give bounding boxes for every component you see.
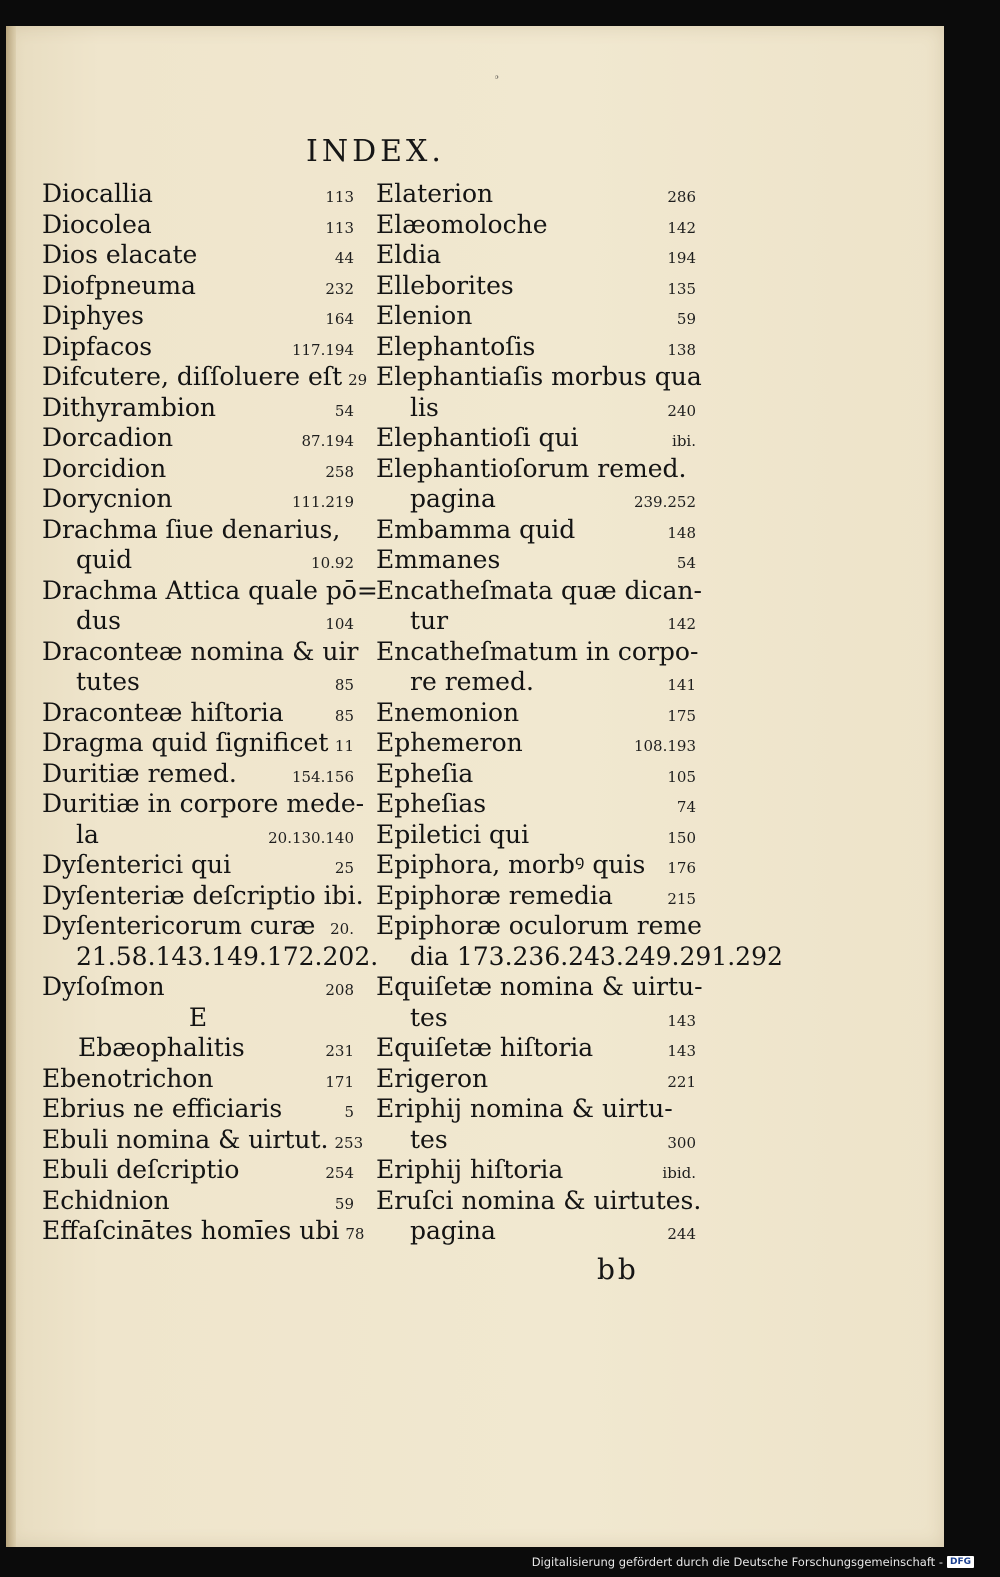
- index-entry: [42, 820, 354, 851]
- entry-term: Effaſcinātes homīes ubi: [42, 1216, 340, 1245]
- entry-term: Dorcidion: [42, 453, 167, 483]
- index-entry: [42, 179, 354, 210]
- entry-term: Erigeron: [376, 1063, 489, 1093]
- entry-term: tutes: [76, 667, 140, 696]
- entry-term: Dithyrambion: [42, 392, 217, 422]
- index-entry: [376, 1125, 696, 1156]
- index-entry: [376, 454, 696, 485]
- entry-page-ref: 253: [334, 1133, 364, 1152]
- index-entry: [42, 789, 365, 820]
- entry-page-ref: 20.: [330, 920, 354, 938]
- index-entry: [376, 941, 783, 973]
- entry-term: E: [188, 1002, 208, 1032]
- entry-page-ref: 29: [348, 371, 368, 389]
- entry-page-ref: 239.252: [633, 493, 696, 511]
- entry-term: Embamma quid: [376, 514, 576, 544]
- entry-page-ref: 148: [667, 523, 696, 542]
- index-entry: [376, 881, 696, 912]
- entry-term: pagina: [410, 1216, 496, 1245]
- index-entry: [42, 575, 378, 607]
- entry-page-ref: 59: [676, 310, 696, 328]
- index-entry: [376, 240, 696, 271]
- index-entry: [376, 210, 696, 241]
- index-entry: [376, 820, 696, 851]
- entry-page-ref: 10.92: [311, 554, 354, 572]
- index-entry: [376, 606, 696, 637]
- entry-term: lis: [410, 392, 439, 422]
- entry-term: Elephantioſi qui: [376, 423, 579, 452]
- dfg-logo-icon: DFG: [947, 1556, 974, 1568]
- entry-term: Dyſentericorum curæ: [42, 911, 316, 940]
- index-column-left: [42, 179, 379, 1247]
- entry-term: Diocolea: [42, 209, 152, 239]
- entry-term: Elephantiaſis morbus qua: [376, 362, 702, 391]
- index-entry: [376, 1216, 696, 1247]
- index-entry: [376, 362, 702, 393]
- index-entry: [42, 667, 354, 698]
- index-entry: [376, 271, 696, 302]
- entry-page-ref: 258: [325, 462, 354, 481]
- entry-term: Epheſia: [376, 758, 474, 788]
- entry-term: Elaterion: [376, 179, 494, 208]
- entry-page-ref: 164: [325, 310, 354, 328]
- entry-term: Ebrius ne efficiaris: [42, 1094, 283, 1123]
- entry-page-ref: 254: [325, 1164, 354, 1182]
- index-entry: [376, 515, 696, 546]
- index-entry: [376, 423, 696, 454]
- index-entry: [42, 210, 354, 241]
- entry-term: Eriphij hiſtoria: [376, 1155, 564, 1184]
- index-entry: [42, 1064, 354, 1095]
- index-column-right: [376, 179, 783, 1247]
- index-entry: [42, 1094, 354, 1125]
- section-letter: [42, 1003, 354, 1034]
- entry-term: Draconteæ hiſtoria: [42, 697, 284, 727]
- entry-page-ref: 143: [667, 1042, 696, 1060]
- entry-page-ref: 113: [325, 188, 354, 206]
- entry-page-ref: 175: [667, 706, 696, 725]
- entry-term: Eriphij nomina & uirtu-: [376, 1094, 673, 1123]
- entry-term: Dyſenterici qui: [42, 850, 232, 879]
- index-entry: [376, 636, 699, 668]
- entry-term: 21.58.143.149.172.202.: [76, 941, 379, 971]
- entry-term: Drachma ſiue denarius,: [42, 514, 341, 544]
- index-entry: [376, 179, 696, 210]
- index-entry: [42, 362, 368, 393]
- entry-page-ref: 20.130.140: [268, 828, 354, 847]
- entry-page-ref: 150: [667, 828, 696, 847]
- entry-term: re remed.: [410, 667, 534, 696]
- entry-page-ref: 138: [667, 340, 696, 359]
- index-entry: [376, 759, 696, 790]
- entry-term: Ephemeron: [376, 728, 523, 757]
- entry-term: Elenion: [376, 301, 473, 330]
- entry-term: Epiphoræ oculorum reme: [376, 911, 702, 940]
- entry-term: tes: [410, 1124, 448, 1154]
- index-entry: [376, 911, 702, 942]
- index-entry: [376, 1155, 696, 1186]
- index-entry: [42, 393, 354, 424]
- entry-page-ref: 142: [667, 615, 696, 633]
- entry-term: Diphyes: [42, 301, 144, 330]
- entry-term: Eruſci nomina & uirtutes.: [376, 1185, 702, 1215]
- entry-page-ref: 104: [325, 615, 354, 633]
- index-entry: [376, 1033, 696, 1064]
- entry-term: Encatheſmata quæ dican-: [376, 575, 702, 605]
- entry-page-ref: 78: [345, 1225, 365, 1243]
- entry-page-ref: 87.194: [301, 432, 354, 450]
- entry-term: Epheſias: [376, 789, 487, 818]
- index-entry: [42, 972, 354, 1003]
- entry-page-ref: 194: [667, 249, 696, 267]
- entry-page-ref: 221: [667, 1072, 696, 1091]
- entry-term: Echidnion: [42, 1185, 170, 1215]
- index-entry: [376, 332, 696, 363]
- index-entry: [376, 667, 696, 698]
- entry-term: Dorcadion: [42, 423, 174, 452]
- index-entry: [42, 1216, 365, 1247]
- entry-page-ref: 208: [325, 981, 354, 999]
- page-binding-edge: [6, 26, 16, 1547]
- entry-page-ref: 286: [667, 188, 696, 206]
- entry-term: Dipfacos: [42, 331, 153, 361]
- entry-term: Dyſenteriæ deſcriptio ibi.: [42, 880, 364, 910]
- entry-term: tes: [410, 1002, 448, 1032]
- entry-term: Dragma quid ſignificet: [42, 728, 329, 757]
- entry-term: Equiſetæ hiſtoria: [376, 1033, 594, 1062]
- entry-term: Ebuli nomina & uirtut.: [42, 1124, 329, 1154]
- index-entry: [376, 728, 696, 759]
- index-entry: [42, 545, 354, 576]
- footer-text: Digitalisierung gefördert durch die Deutsche Forschungsgemeinschaft -: [531, 1555, 943, 1569]
- entry-page-ref: 300: [667, 1133, 696, 1152]
- entry-page-ref: 44: [334, 249, 354, 267]
- entry-term: dus: [76, 606, 121, 635]
- entry-term: Equiſetæ nomina & uirtu-: [376, 972, 703, 1001]
- index-entry: [42, 1186, 354, 1217]
- entry-term: Duritiæ in corpore mede-: [42, 789, 365, 818]
- entry-page-ref: 85: [334, 676, 354, 694]
- book-page: [6, 26, 944, 1547]
- entry-page-ref: 135: [667, 279, 696, 298]
- entry-page-ref: 244: [667, 1225, 696, 1243]
- entry-term: Drachma Attica quale pō=: [42, 575, 378, 605]
- index-entry: [376, 850, 696, 881]
- entry-page-ref: 59: [334, 1194, 354, 1213]
- entry-page-ref: 54: [676, 554, 696, 572]
- entry-page-ref: 25: [334, 859, 354, 877]
- entry-term: Dyſoſmon: [42, 972, 165, 1001]
- index-entry: [42, 911, 354, 942]
- entry-page-ref: 171: [325, 1072, 354, 1091]
- index-entry: [376, 575, 702, 607]
- entry-page-ref: 176: [667, 859, 696, 877]
- index-entry: [42, 454, 354, 485]
- entry-page-ref: 54: [334, 401, 354, 420]
- entry-page-ref: 142: [667, 218, 696, 237]
- entry-term: pagina: [410, 484, 496, 513]
- index-entry: [42, 880, 364, 912]
- entry-term: Dorycnion: [42, 484, 173, 513]
- index-entry: [376, 972, 703, 1003]
- entry-term: quid: [76, 545, 133, 574]
- entry-term: Epiletici qui: [376, 819, 530, 849]
- index-entry: [376, 698, 696, 729]
- entry-term: Duritiæ remed.: [42, 758, 237, 788]
- index-entry: [376, 393, 696, 424]
- index-entry: [376, 789, 696, 820]
- index-entry: [42, 301, 354, 332]
- index-entry: [42, 1033, 354, 1064]
- entry-term: Elephantioſorum remed.: [376, 453, 687, 483]
- signature-mark: bb: [597, 1253, 639, 1286]
- index-entry: [376, 1003, 696, 1034]
- index-entry: [42, 1155, 354, 1186]
- index-entry: [42, 240, 354, 271]
- entry-term: Dios elacate: [42, 240, 198, 269]
- entry-term: Eldia: [376, 240, 442, 269]
- entry-page-ref: 231: [325, 1042, 354, 1060]
- index-entry: [42, 850, 354, 881]
- entry-term: Elæomoloche: [376, 209, 548, 239]
- index-entry: [376, 1094, 696, 1125]
- entry-term: Ebuli deſcriptio: [42, 1155, 240, 1184]
- index-entry: [42, 332, 354, 363]
- entry-page-ref: ibid.: [662, 1164, 696, 1182]
- entry-page-ref: 232: [325, 279, 354, 298]
- page-header: INDEX.: [306, 134, 445, 169]
- index-entry: [376, 484, 696, 515]
- digitization-footer: [532, 1553, 974, 1571]
- index-entry: [42, 271, 354, 302]
- index-entry: [376, 301, 696, 332]
- entry-term: la: [76, 819, 99, 849]
- entry-page-ref: 141: [667, 676, 696, 694]
- index-entry: [42, 484, 354, 515]
- entry-page-ref: 240: [667, 401, 696, 420]
- entry-page-ref: 215: [667, 889, 696, 908]
- index-entry: [42, 636, 359, 668]
- index-entry: [42, 941, 379, 973]
- entry-term: Encatheſmatum in corpo-: [376, 636, 699, 666]
- entry-term: Draconteæ nomina & uir: [42, 636, 359, 666]
- index-entry: [42, 1124, 364, 1156]
- index-entry: [42, 728, 354, 759]
- entry-page-ref: 113: [325, 218, 354, 237]
- index-entry: [376, 1185, 702, 1217]
- page-mark: ᵓ: [495, 74, 499, 85]
- entry-term: Epiphora, morbꝰ quis: [376, 850, 646, 879]
- entry-term: Elephantoſis: [376, 331, 536, 361]
- index-entry: [42, 698, 354, 729]
- index-entry: [42, 606, 354, 637]
- entry-page-ref: 108.193: [633, 737, 696, 755]
- entry-term: Emmanes: [376, 545, 501, 574]
- entry-term: Ebenotrichon: [42, 1063, 214, 1093]
- entry-term: Difcutere, diſſoluere eſt: [42, 362, 343, 391]
- entry-page-ref: 74: [676, 798, 696, 816]
- index-entry: [376, 545, 696, 576]
- index-entry: [42, 515, 354, 546]
- entry-page-ref: 111.219: [291, 493, 354, 511]
- entry-page-ref: 11: [334, 737, 354, 755]
- index-entry: [42, 423, 354, 454]
- entry-term: tur: [410, 606, 449, 635]
- entry-term: dia 173.236.243.249.291.292: [410, 941, 783, 971]
- entry-page-ref: 85: [334, 706, 354, 725]
- entry-term: Enemonion: [376, 697, 520, 727]
- entry-page-ref: 154.156: [291, 767, 354, 786]
- entry-term: Epiphoræ remedia: [376, 880, 613, 910]
- index-entry: [42, 759, 354, 790]
- index-entry: [376, 1064, 696, 1095]
- entry-page-ref: 5: [344, 1103, 354, 1121]
- entry-page-ref: 117.194: [291, 340, 354, 359]
- entry-page-ref: 105: [667, 767, 696, 786]
- entry-term: Elleborites: [376, 270, 514, 300]
- entry-term: Ebæophalitis: [78, 1033, 245, 1062]
- entry-page-ref: 143: [667, 1011, 696, 1030]
- entry-term: Diocallia: [42, 179, 153, 208]
- entry-term: Diofpneuma: [42, 270, 196, 300]
- entry-page-ref: ibi.: [672, 432, 696, 450]
